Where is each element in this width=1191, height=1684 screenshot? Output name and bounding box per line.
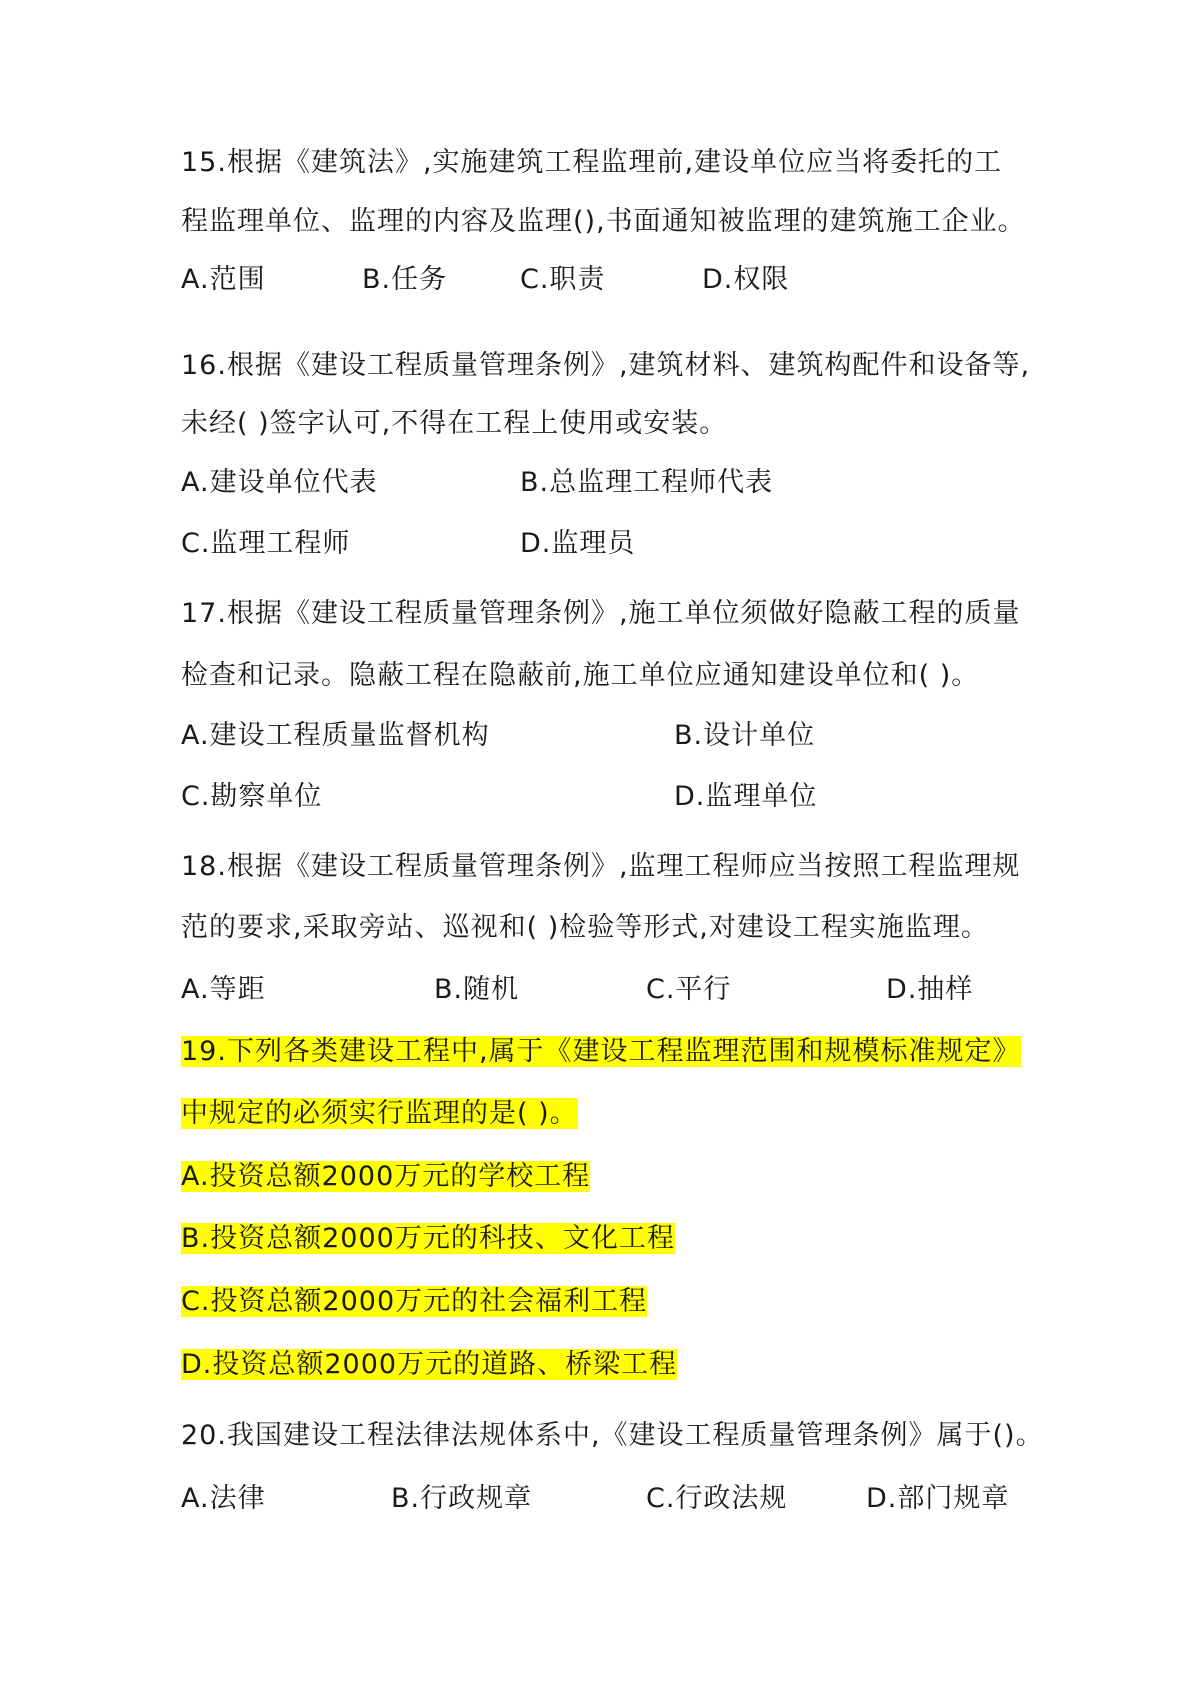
q19-option-a-text: A.投资总额2000万元的学校工程 bbox=[181, 1161, 591, 1192]
q20-line-1: 20.我国建设工程法律法规体系中,《建设工程质量管理条例》属于()。 bbox=[181, 1420, 1044, 1451]
q16-line-1: 16.根据《建设工程质量管理条例》,建筑材料、建筑构配件和设备等, bbox=[181, 350, 1031, 381]
q16-line-2: 未经( )签字认可,不得在工程上使用或安装。 bbox=[181, 408, 728, 439]
q19-line-1-text: 19.下列各类建设工程中,属于《建设工程监理范围和规模标准规定》 bbox=[181, 1036, 1021, 1067]
q15-line-2: 程监理单位、监理的内容及监理(),书面通知被监理的建筑施工企业。 bbox=[181, 206, 1026, 237]
q15-option-a: A.范围 bbox=[181, 264, 266, 295]
q18-option-c: C.平行 bbox=[646, 974, 732, 1005]
q20-option-a: A.法律 bbox=[181, 1483, 266, 1514]
q15-line-1: 15.根据《建筑法》,实施建筑工程监理前,建设单位应当将委托的工 bbox=[181, 147, 1003, 178]
q17-line-2: 检查和记录。隐蔽工程在隐蔽前,施工单位应通知建设单位和( )。 bbox=[181, 660, 980, 691]
q16-option-c: C.监理工程师 bbox=[181, 528, 351, 559]
q17-option-d: D.监理单位 bbox=[674, 781, 818, 812]
q17-option-a: A.建设工程质量监督机构 bbox=[181, 720, 490, 751]
q19-option-b-text: B.投资总额2000万元的科技、文化工程 bbox=[181, 1223, 675, 1254]
q19-line-2-text: 中规定的必须实行监理的是( )。 bbox=[181, 1098, 578, 1129]
q19-option-c bbox=[181, 1282, 647, 1322]
q16-option-b: B.总监理工程师代表 bbox=[520, 467, 774, 498]
q19-option-a bbox=[181, 1157, 590, 1197]
q15-option-b: B.任务 bbox=[362, 264, 448, 295]
q15-option-d: D.权限 bbox=[702, 264, 790, 295]
q16-option-a: A.建设单位代表 bbox=[181, 467, 378, 498]
q17-line-1: 17.根据《建设工程质量管理条例》,施工单位须做好隐蔽工程的质量 bbox=[181, 598, 1021, 629]
q18-option-b: B.随机 bbox=[434, 974, 520, 1005]
q17-option-c: C.勘察单位 bbox=[181, 781, 323, 812]
q18-option-d: D.抽样 bbox=[886, 974, 974, 1005]
q19-line-2 bbox=[181, 1094, 578, 1134]
q20-option-d: D.部门规章 bbox=[866, 1483, 1010, 1514]
q19-option-b bbox=[181, 1219, 675, 1259]
q18-option-a: A.等距 bbox=[181, 974, 266, 1005]
q19-option-c-text: C.投资总额2000万元的社会福利工程 bbox=[181, 1286, 648, 1317]
q15-option-c: C.职责 bbox=[520, 264, 606, 295]
q19-option-d bbox=[181, 1345, 677, 1385]
q17-option-b: B.设计单位 bbox=[674, 720, 816, 751]
q19-line-1 bbox=[181, 1032, 1021, 1072]
q18-line-2: 范的要求,采取旁站、巡视和( )检验等形式,对建设工程实施监理。 bbox=[181, 912, 989, 943]
q20-option-c: C.行政法规 bbox=[646, 1483, 788, 1514]
q20-option-b: B.行政规章 bbox=[391, 1483, 533, 1514]
q18-line-1: 18.根据《建设工程质量管理条例》,监理工程师应当按照工程监理规 bbox=[181, 851, 1021, 882]
q16-option-d: D.监理员 bbox=[520, 528, 636, 559]
q19-option-d-text: D.投资总额2000万元的道路、桥梁工程 bbox=[181, 1349, 678, 1380]
